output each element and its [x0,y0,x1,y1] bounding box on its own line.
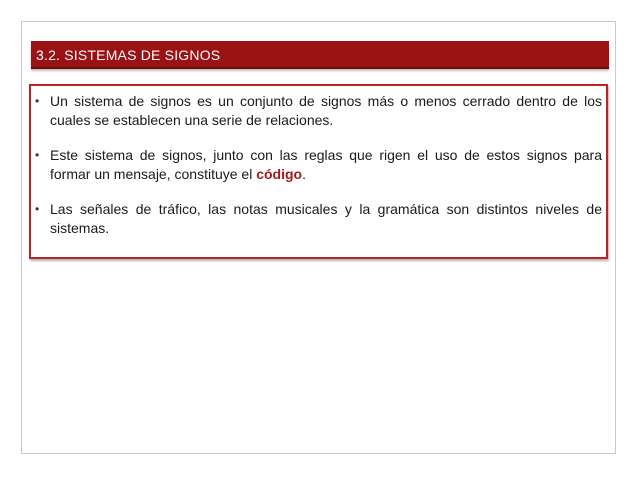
bullet-text: Las señales de tráfico, las notas musicales y la gramática son distintos niveles de sistemas. [50,201,602,236]
bullet-text-before: Este sistema de signos, junto con las reglas que rigen el uso de estos signos para formar un mensaje, constituye el [50,147,602,182]
code-emphasis: código [256,166,303,182]
content-box [29,84,608,259]
bullet-text-after: . [302,166,306,182]
slide-title: 3.2. SISTEMAS DE SIGNOS [36,47,221,63]
bullet-icon: • [35,94,40,108]
bullet-icon: • [35,148,40,162]
bullet-icon: • [35,202,40,216]
bullet-item-2 [35,146,602,184]
bullet-item-1 [35,92,602,130]
bullet-list [35,92,602,254]
bullet-text: Un sistema de signos es un conjunto de signos más o menos cerrado dentro de los cuales se establecen una serie de relaciones. [50,93,602,128]
bullet-item-3 [35,200,602,238]
title-bar [31,41,609,69]
